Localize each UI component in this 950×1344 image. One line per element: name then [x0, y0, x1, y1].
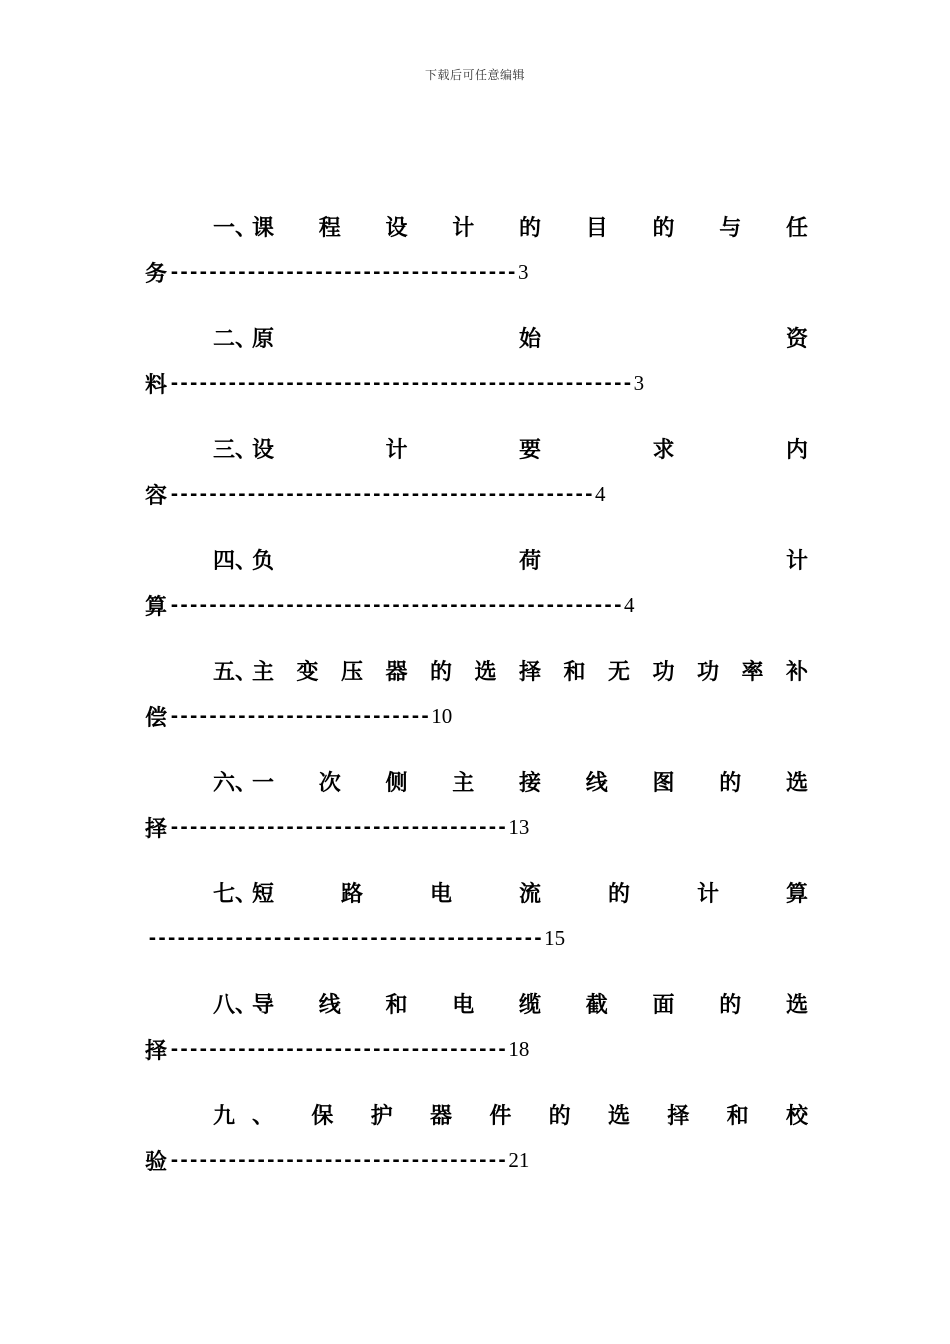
toc-entry-title-char: 选	[474, 659, 497, 685]
toc-entry-title-line	[145, 982, 808, 1022]
toc-entry-title-char: 与	[719, 215, 742, 241]
toc-entry-title-char: 和	[726, 1103, 749, 1129]
toc-entry[interactable]	[145, 1093, 808, 1204]
toc-entry-title-char: 面	[652, 992, 675, 1018]
toc-entry-title-char: 的	[608, 881, 631, 907]
toc-entry-number: 七、	[213, 881, 258, 907]
toc-entry-number: 八、	[213, 992, 258, 1018]
toc-entry-title-end: 校	[785, 1103, 808, 1129]
toc-entry-title-start: 一	[252, 770, 275, 796]
toc-entry-title-start: 导	[252, 992, 275, 1018]
toc-entry-leader: -----------------------------------------------	[169, 594, 622, 616]
toc-entry-title-line	[145, 649, 808, 689]
toc-entry-title-char: 无	[608, 659, 631, 685]
toc-entry-leader: ------------------------------------	[169, 261, 516, 283]
toc-entry-title-char: 的	[548, 1103, 571, 1129]
toc-entry-title-line	[145, 760, 808, 800]
toc-entry-leader-line	[145, 807, 529, 847]
toc-entry-page-number: 18	[508, 1036, 530, 1061]
toc-entry-title-char: 的	[719, 770, 742, 796]
toc-entry-page-number: 13	[508, 814, 530, 839]
toc-entry-leader-line	[145, 918, 565, 958]
toc-entry-number: 一、	[213, 215, 258, 241]
toc-entry-title-line	[145, 1093, 808, 1133]
toc-entry-number: 四、	[213, 548, 258, 574]
toc-entry-title-line	[145, 205, 808, 245]
toc-entry-title-char: 线	[585, 770, 608, 796]
toc-entry[interactable]	[145, 649, 808, 760]
toc-entry-title-start: 、	[252, 1103, 275, 1129]
toc-entry-page-number: 3	[517, 259, 529, 284]
toc-entry-leader: --------------------------------------------	[169, 483, 594, 505]
table-of-contents	[145, 205, 808, 1204]
toc-entry-title-char: 接	[519, 770, 542, 796]
toc-entry-leader-line	[145, 474, 606, 514]
toc-entry-number: 二、	[213, 326, 258, 352]
toc-entry-title-char: 功	[652, 659, 675, 685]
toc-entry-title-char: 的	[719, 992, 742, 1018]
toc-entry-title-tail: 偿	[145, 704, 168, 731]
toc-entry-title-char: 功	[697, 659, 720, 685]
toc-entry-title-char: 和	[385, 992, 408, 1018]
toc-entry-leader-line	[145, 1029, 529, 1069]
toc-entry-title-char: 主	[452, 770, 475, 796]
toc-entry-title-char: 要	[519, 437, 542, 463]
toc-entry-page-number: 3	[633, 370, 645, 395]
toc-entry-title-start: 负	[252, 548, 275, 574]
toc-entry-page-number: 21	[508, 1147, 530, 1172]
toc-entry-title-line	[145, 427, 808, 467]
toc-entry-leader-line	[145, 696, 452, 736]
toc-entry-title-char: 侧	[385, 770, 408, 796]
toc-entry-leader: -----------------------------------	[169, 1149, 507, 1171]
toc-entry-title-char: 择	[519, 659, 542, 685]
toc-entry-title-char: 器	[430, 1103, 453, 1129]
toc-entry-leader-line	[145, 252, 528, 292]
toc-entry-title-char: 图	[652, 770, 675, 796]
toc-entry-title-char: 程	[318, 215, 341, 241]
toc-entry-title-start: 短	[252, 881, 275, 907]
toc-entry-title-char: 的	[519, 215, 542, 241]
toc-entry-title-tail: 验	[145, 1148, 168, 1175]
toc-entry[interactable]	[145, 427, 808, 538]
toc-entry-title-line	[145, 538, 808, 578]
toc-entry-title-end: 资	[785, 326, 808, 352]
toc-entry-title-tail: 择	[145, 815, 168, 842]
header-note: 下载后可任意编辑	[424, 68, 525, 82]
toc-entry-title-end: 计	[785, 548, 808, 574]
toc-entry-title-tail: 择	[145, 1037, 168, 1064]
toc-entry-title-char: 的	[430, 659, 453, 685]
toc-entry-title-char: 计	[385, 437, 408, 463]
toc-entry-leader-line	[145, 363, 644, 403]
toc-entry-title-char: 变	[296, 659, 319, 685]
toc-entry-title-char: 件	[489, 1103, 512, 1129]
toc-entry-title-line	[145, 316, 808, 356]
toc-entry-number: 三、	[213, 437, 258, 463]
toc-entry-title-tail: 算	[145, 593, 168, 620]
toc-entry-title-char: 荷	[519, 548, 542, 574]
toc-entry-title-char: 择	[667, 1103, 690, 1129]
toc-entry-title-char: 电	[452, 992, 475, 1018]
toc-entry-title-char: 始	[519, 326, 542, 352]
toc-entry-title-char: 护	[370, 1103, 393, 1129]
toc-entry-leader: -----------------------------------------	[147, 927, 543, 949]
toc-entry-page-number: 10	[431, 703, 453, 728]
toc-entry-title-char: 器	[385, 659, 408, 685]
toc-entry[interactable]	[145, 871, 808, 982]
toc-entry-title-char: 求	[652, 437, 675, 463]
toc-entry-title-start: 原	[252, 326, 275, 352]
toc-entry-title-end: 内	[785, 437, 808, 463]
toc-entry-title-end: 补	[785, 659, 808, 685]
toc-entry[interactable]	[145, 982, 808, 1093]
toc-entry-number: 五、	[213, 659, 258, 685]
toc-entry-leader: -----------------------------------	[169, 1038, 507, 1060]
toc-entry-title-char: 设	[385, 215, 408, 241]
toc-entry-title-char: 计	[452, 215, 475, 241]
toc-entry-leader: ------------------------------------------------	[169, 372, 632, 394]
toc-entry-title-tail: 容	[145, 482, 168, 509]
toc-entry[interactable]	[145, 760, 808, 871]
toc-entry-title-char: 电	[430, 881, 453, 907]
toc-entry-page-number: 4	[623, 592, 635, 617]
toc-entry-title-start: 设	[252, 437, 275, 463]
toc-entry-title-start: 课	[252, 215, 275, 241]
toc-entry-title-char: 截	[585, 992, 608, 1018]
toc-entry-leader: ---------------------------	[169, 705, 430, 727]
toc-entry[interactable]	[145, 538, 808, 649]
toc-entry-title-char: 线	[318, 992, 341, 1018]
toc-entry-page-number: 15	[544, 925, 566, 950]
toc-entry-title-end: 任	[785, 215, 808, 241]
toc-entry-leader-line	[145, 585, 634, 625]
toc-entry-title-char: 压	[341, 659, 364, 685]
toc-entry-title-char: 的	[652, 215, 675, 241]
toc-entry-title-char: 选	[608, 1103, 631, 1129]
toc-entry-title-char: 和	[563, 659, 586, 685]
toc-entry-title-start: 主	[252, 659, 275, 685]
toc-entry-title-line	[145, 871, 808, 911]
toc-entry-title-char: 流	[519, 881, 542, 907]
toc-entry-leader-line	[145, 1140, 529, 1180]
toc-entry-leader: -----------------------------------	[169, 816, 507, 838]
toc-entry-title-end: 选	[785, 770, 808, 796]
toc-entry-title-char: 率	[741, 659, 764, 685]
toc-entry-number: 六、	[213, 770, 258, 796]
toc-entry-title-end: 选	[785, 992, 808, 1018]
toc-entry-title-char: 计	[697, 881, 720, 907]
toc-entry[interactable]	[145, 316, 808, 427]
toc-entry[interactable]	[145, 205, 808, 316]
toc-entry-title-tail: 料	[145, 371, 168, 398]
toc-entry-title-char: 保	[311, 1103, 334, 1129]
toc-entry-title-char: 缆	[519, 992, 542, 1018]
toc-entry-title-char: 次	[318, 770, 341, 796]
toc-entry-title-char: 目	[585, 215, 608, 241]
toc-entry-title-end: 算	[785, 881, 808, 907]
toc-entry-page-number: 4	[595, 481, 606, 506]
toc-entry-title-char: 路	[341, 881, 364, 907]
toc-entry-number: 九	[213, 1103, 236, 1129]
toc-entry-title-tail: 务	[145, 260, 168, 287]
